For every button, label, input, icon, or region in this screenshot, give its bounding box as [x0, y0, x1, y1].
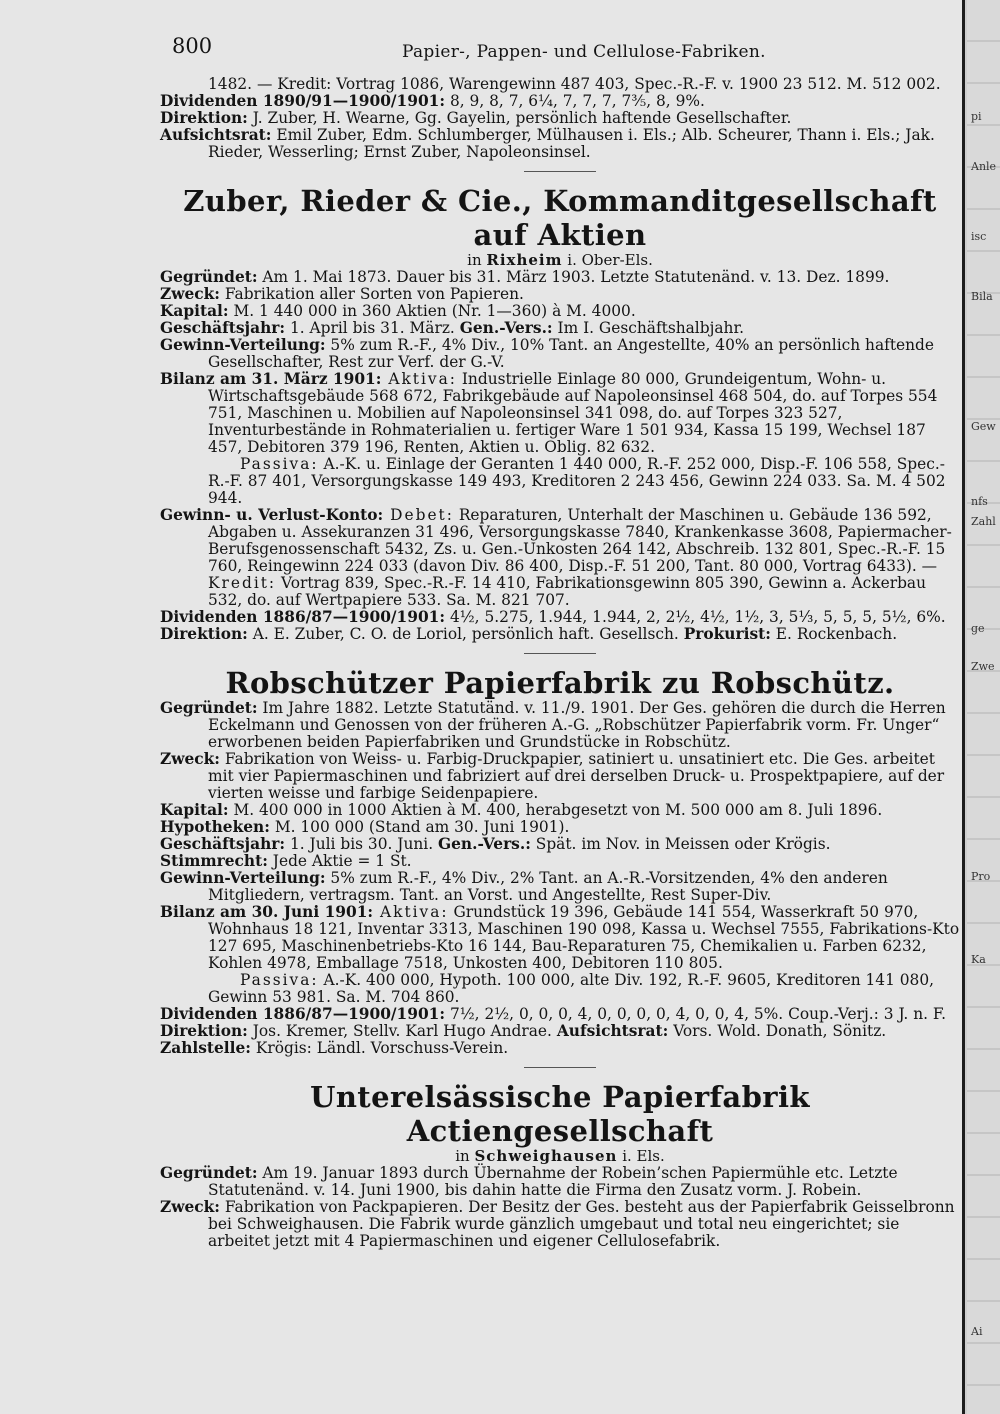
- edge-fragment: Pro: [971, 870, 991, 883]
- unterelsass-location: in Schweighausen i. Els.: [455, 1147, 665, 1165]
- top-entry: [160, 76, 960, 1250]
- edge-fragment: Anle: [971, 160, 997, 173]
- edge-fragment: Ka: [971, 953, 986, 966]
- divider: [524, 171, 596, 172]
- edge-fragment: isc: [971, 230, 987, 243]
- robschuetz-kapital: Kapital: M. 400 000 in 1000 Aktien à M. 400, herabgesetzt von M. 500 000 am 8. Juli 1896.: [160, 801, 883, 819]
- zuber-geschaeftsjahr: Geschäftsjahr: 1. April bis 31. März. Gen.-Vers.: Im I. Geschäftshalbjahr.: [160, 319, 744, 337]
- edge-fragment: Bila: [971, 290, 993, 303]
- top-aufsichtsrat: Aufsichtsrat: Emil Zuber, Edm. Schlumberger, Mülhausen i. Els.; Alb. Scheurer, Thann i. Els.; Jak. Rieder, Wesserling; Ernst Zuber, Napoleonsinsel.: [160, 126, 935, 161]
- edge-fragment: Ai: [971, 1325, 983, 1338]
- robschuetz-stimmrecht: Stimmrecht: Jede Aktie = 1 St.: [160, 852, 412, 870]
- section-title-zuber: Zuber, Rieder & Cie., Kommanditgesellschaft auf Aktien: [183, 184, 937, 252]
- zuber-gv-konto: Gewinn- u. Verlust-Konto: Debet: Reparaturen, Unterhalt der Maschinen u. Gebäude 136 592, Abgaben u. Assekuranzen 31 496, Versorgungskasse 7840, Krankenkasse 3608, Papiermacher-Berufsgenossenschaft 5432, Zs. u. Gen.-Unkosten 264 142, Abschreib. 132 801, Spec.-R.-F. 15 760, Reingewinn 224 033 (davon Div. 86 400, Disp.-F. 51 200, Tant. 80 000, Vortrag 6433). — Kredit: Vortrag 839, Spec.-R.-F. 14 410, Fabrikationsgewinn 805 390, Gewinn a. Ackerbau 532, do. auf Wertpapiere 533. Sa. M. 821 707.: [160, 506, 952, 609]
- robschuetz-hypotheken: Hypotheken: M. 100 000 (Stand am 30. Juni 1901).: [160, 818, 570, 836]
- zuber-gegruendet: Gegründet: Am 1. Mai 1873. Dauer bis 31. März 1903. Letzte Statutenänd. v. 13. Dez. 1899.: [160, 268, 890, 286]
- zuber-gewinn-verteilung: Gewinn-Verteilung: 5% zum R.-F., 4% Div., 10% Tant. an Angestellte, 40% an persönlich haftende Gesellschafter, Rest zur Verf. der G.-V.: [160, 336, 934, 371]
- zuber-bilanz: Bilanz am 31. März 1901: Aktiva: Industrielle Einlage 80 000, Grundeigentum, Wohn- u. Wirtschaftsgebäude 568 672, Fabrikgebäude auf Napoleonsinsel 468 504, do. auf Torpes 554 751, Maschinen u. Mobilien auf Napoleonsinsel 341 098, do. auf Torpes 323 527, Inventurbestände in Rohmaterialien u. fertiger Ware 1 501 934, Kassa 15 199, Wechsel 187 457, Debitoren 379 196, Renten, Aktien u. Oblig. 82 632.: [160, 370, 938, 456]
- robschuetz-dividenden: Dividenden 1886/87—1900/1901: 7½, 2½, 0, 0, 0, 4, 0, 0, 0, 0, 4, 0, 0, 4, 5%. Coup.-Verj.: 3 J. n. F.: [160, 1005, 947, 1023]
- edge-fragment: pi: [971, 110, 982, 123]
- zuber-passiva: Passiva: A.-K. u. Einlage der Geranten 1 440 000, R.-F. 252 000, Disp.-F. 106 558, Spec.-R.-F. 87 401, Versorgungskasse 149 493, Kreditoren 2 243 456, Gewinn 224 033. Sa. M. 4 502 944.: [208, 455, 946, 507]
- page-header: [172, 30, 902, 66]
- robschuetz-zahlstelle: Zahlstelle: Krögis: Ländl. Vorschuss-Verein.: [160, 1039, 509, 1057]
- robschuetz-gegruendet: Gegründet: Im Jahre 1882. Letzte Statutänd. v. 11./9. 1901. Der Ges. gehören die durch die Herren Eckelmann und Genossen von der früheren A.-G. „Robschützer Papierfabrik vorm. Fr. Unger“ erworbenen beiden Papierfabriken und Grundstücke in Robschütz.: [160, 699, 946, 751]
- robschuetz-direktion: Direktion: Jos. Kremer, Stellv. Karl Hugo Andrae. Aufsichtsrat: Vors. Wold. Donath, Sönitz.: [160, 1022, 887, 1040]
- divider: [524, 653, 596, 654]
- edge-fragment: nfs: [971, 495, 988, 508]
- section-title-robschuetz: Robschützer Papierfabrik zu Robschütz.: [225, 666, 895, 700]
- zuber-direktion: Direktion: A. E. Zuber, C. O. de Loriol, persönlich haft. Gesellsch. Prokurist: E. Rockenbach.: [160, 625, 898, 643]
- page-edge-strip: [967, 0, 1000, 1414]
- unterelsass-gegruendet: Gegründet: Am 19. Januar 1893 durch Übernahme der Robein’schen Papiermühle etc. Letzte Statutenänd. v. 14. Juni 1900, bis dahin hatte die Firma den Zusatz vorm. J. Robein.: [160, 1164, 898, 1199]
- zuber-dividenden: Dividenden 1886/87—1900/1901: 4½, 5.275, 1.944, 1.944, 2, 2½, 4½, 1½, 3, 5⅓, 5, 5, 5, 5½, 6%.: [160, 608, 946, 626]
- running-title: Papier-, Pappen- und Cellulose-Fabriken.: [402, 42, 766, 62]
- edge-fragment: ge: [971, 622, 985, 635]
- robschuetz-gewinn-verteilung: Gewinn-Verteilung: 5% zum R.-F., 4% Div., 2% Tant. an A.-R.-Vorsitzenden, 4% den anderen Mitgliedern, vertragsm. Tant. an Vorst. und Angestellte, Rest Super-Div.: [160, 869, 888, 904]
- zuber-kapital: Kapital: M. 1 440 000 in 360 Aktien (Nr. 1—360) à M. 4000.: [160, 302, 636, 320]
- robschuetz-zweck: Zweck: Fabrikation von Weiss- u. Farbig-Druckpapier, satiniert u. unsatiniert etc. Die Ges. arbeitet mit vier Papiermaschinen und fabriziert auf drei derselben Druck- u. Prospektpapiere, auf der vierten weisse und farbige Seidenpapiere.: [160, 750, 945, 802]
- edge-fragment: Zwe: [971, 660, 995, 673]
- top-credit: 1482. — Kredit: Vortrag 1086, Warengewinn 487 403, Spec.-R.-F. v. 1900 23 512. M. 512 002.: [208, 75, 941, 93]
- zuber-zweck: Zweck: Fabrikation aller Sorten von Papieren.: [160, 285, 524, 303]
- top-direktion: Direktion: J. Zuber, H. Wearne, Gg. Gayelin, persönlich haftende Gesellschafter.: [160, 109, 792, 127]
- robschuetz-geschaeftsjahr: Geschäftsjahr: 1. Juli bis 30. Juni. Gen.-Vers.: Spät. im Nov. in Meissen oder Krögis.: [160, 835, 831, 853]
- divider: [524, 1067, 596, 1068]
- zuber-location: in Rixheim i. Ober-Els.: [467, 251, 653, 269]
- section-title-unterelsass: Unterelsässische Papierfabrik Actiengesellschaft: [310, 1080, 810, 1148]
- edge-fragment: Gew: [971, 420, 996, 433]
- top-dividends: Dividenden 1890/91—1900/1901: 8, 9, 8, 7, 6¼, 7, 7, 7, 7⅗, 8, 9%.: [160, 92, 705, 110]
- unterelsass-zweck: Zweck: Fabrikation von Packpapieren. Der Besitz der Ges. besteht aus der Papierfabrik Geisselbronn bei Schweighausen. Die Fabrik wurde gänzlich umgebaut und total neu eingerichtet; sie arbeitet jetzt mit 4 Papiermaschinen und eigener Cellulosefabrik.: [160, 1198, 955, 1250]
- edge-fragment: Zahl: [971, 515, 996, 528]
- adjacent-page-edge: [962, 0, 1000, 1414]
- robschuetz-passiva: Passiva: A.-K. 400 000, Hypoth. 100 000, alte Div. 192, R.-F. 9605, Kreditoren 141 080, Gewinn 53 981. Sa. M. 704 860.: [208, 971, 935, 1006]
- robschuetz-bilanz: Bilanz am 30. Juni 1901: Aktiva: Grundstück 19 396, Gebäude 141 554, Wasserkraft 50 970, Wohnhaus 18 121, Inventar 3313, Maschinen 190 098, Kassa u. Wechsel 7555, Fabrikations-Kto 127 695, Maschinenbetriebs-Kto 16 144, Bau-Reparaturen 75, Chemikalien u. Farben 6232, Kohlen 4978, Emballage 7518, Unkosten 400, Debitoren 110 805.: [160, 903, 960, 972]
- page-number: 800: [172, 34, 213, 58]
